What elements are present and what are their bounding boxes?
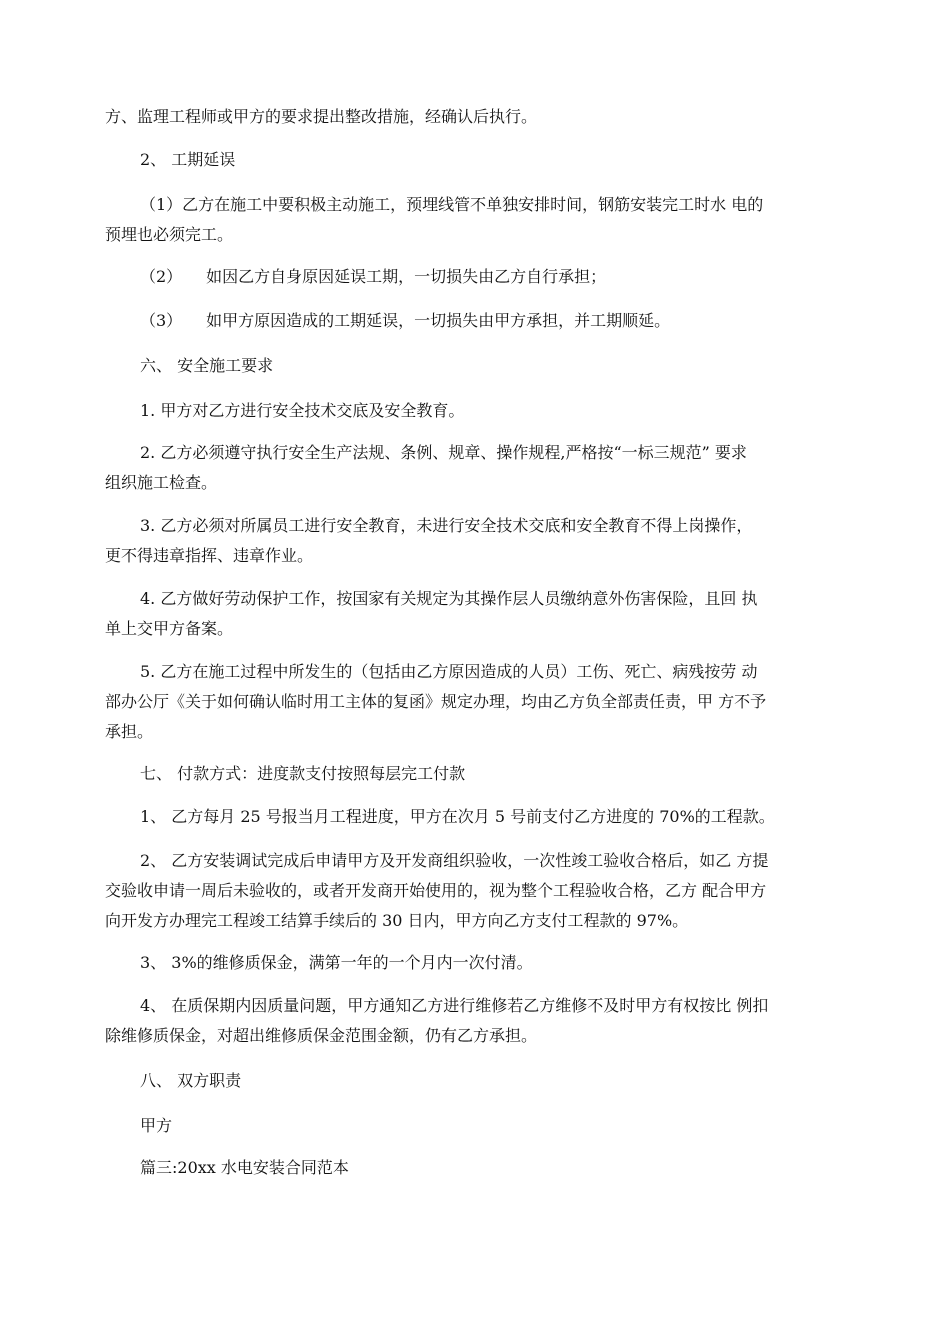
text-line: 七、 付款方式：进度款支付按照每层完工付款 [140, 764, 466, 783]
text-line: 更不得违章指挥、违章作业。 [105, 546, 314, 565]
text-line: （1）乙方在施工中要积极主动施工，预埋线管不单独安排时间，钢筋安装完工时水 电的 [140, 195, 764, 214]
text-line: 3、 3%的维修质保金，满第一年的一个月内一次付清。 [140, 953, 533, 972]
text-line: （3） 如甲方原因造成的工期延误，一切损失由甲方承担，并工期顺延。 [140, 311, 671, 330]
paragraph [105, 846, 855, 936]
paragraph [105, 584, 855, 644]
text-line: 1. 甲方对乙方进行安全技术交底及安全教育。 [140, 401, 465, 420]
text-line: 甲方 [140, 1116, 173, 1135]
text-line: 预埋也必须完工。 [105, 225, 234, 244]
section-heading [140, 759, 890, 789]
paragraph [140, 262, 890, 292]
text-line: 六、 安全施工要求 [140, 356, 274, 375]
paragraph [140, 1111, 890, 1141]
text-line: 2、 工期延误 [140, 150, 236, 169]
paragraph [105, 657, 855, 747]
text-line: 向开发方办理完工程竣工结算手续后的 30 日内，甲方向乙方支付工程款的 97%。 [105, 911, 689, 930]
paragraph [105, 438, 855, 498]
text-line: 1、 乙方每月 25 号报当月工程进度，甲方在次月 5 号前支付乙方进度的 70%的工程款。 [140, 807, 775, 826]
text-line: 交验收申请一周后未验收的，或者开发商开始使用的，视为整个工程验收合格，乙方 配合甲方 [105, 881, 767, 900]
paragraph [140, 306, 890, 336]
text-line: 3. 乙方必须对所属员工进行安全教育，未进行安全技术交底和安全教育不得上岗操作， [140, 516, 753, 535]
paragraph [140, 396, 890, 426]
section-heading [140, 145, 890, 175]
text-line: 4. 乙方做好劳动保护工作，按国家有关规定为其操作层人员缴纳意外伤害保险，且回 执 [140, 589, 758, 608]
text-line: 八、 双方职责 [140, 1071, 242, 1090]
text-line: 除维修质保金，对超出维修质保金范围金额，仍有乙方承担。 [105, 1026, 538, 1045]
paragraph [140, 948, 890, 978]
text-line: 单上交甲方备案。 [105, 619, 234, 638]
text-line: 4、 在质保期内因质量问题，甲方通知乙方进行维修若乙方维修不及时甲方有权按比 例扣 [140, 996, 769, 1015]
text-line: 5. 乙方在施工过程中所发生的（包括由乙方原因造成的人员）工伤、死亡、病残按劳 动 [140, 662, 758, 681]
text-line: （2） 如因乙方自身原因延误工期，一切损失由乙方自行承担； [140, 267, 607, 286]
text-line: 部办公厅《关于如何确认临时用工主体的复函》规定办理，均由乙方负全部责任责，甲 方不予 [105, 692, 767, 711]
paragraph [105, 991, 855, 1051]
text-line: 2. 乙方必须遵守执行安全生产法规、条例、规章、操作规程,严格按“一标三规范” 要求 [140, 443, 747, 462]
text-line: 方、监理工程师或甲方的要求提出整改措施，经确认后执行。 [105, 107, 538, 126]
section-heading [140, 1066, 890, 1096]
paragraph [105, 102, 855, 132]
text-line: 篇三:20xx 水电安装合同范本 [140, 1158, 349, 1177]
text-line: 承担。 [105, 722, 154, 741]
paragraph [105, 190, 855, 250]
paragraph [140, 802, 890, 832]
text-line: 2、 乙方安装调试完成后申请甲方及开发商组织验收，一次性竣工验收合格后，如乙 方提 [140, 851, 769, 870]
section-heading [140, 351, 890, 381]
paragraph [105, 511, 855, 571]
section-heading [140, 1153, 890, 1183]
text-line: 组织施工检查。 [105, 473, 218, 492]
